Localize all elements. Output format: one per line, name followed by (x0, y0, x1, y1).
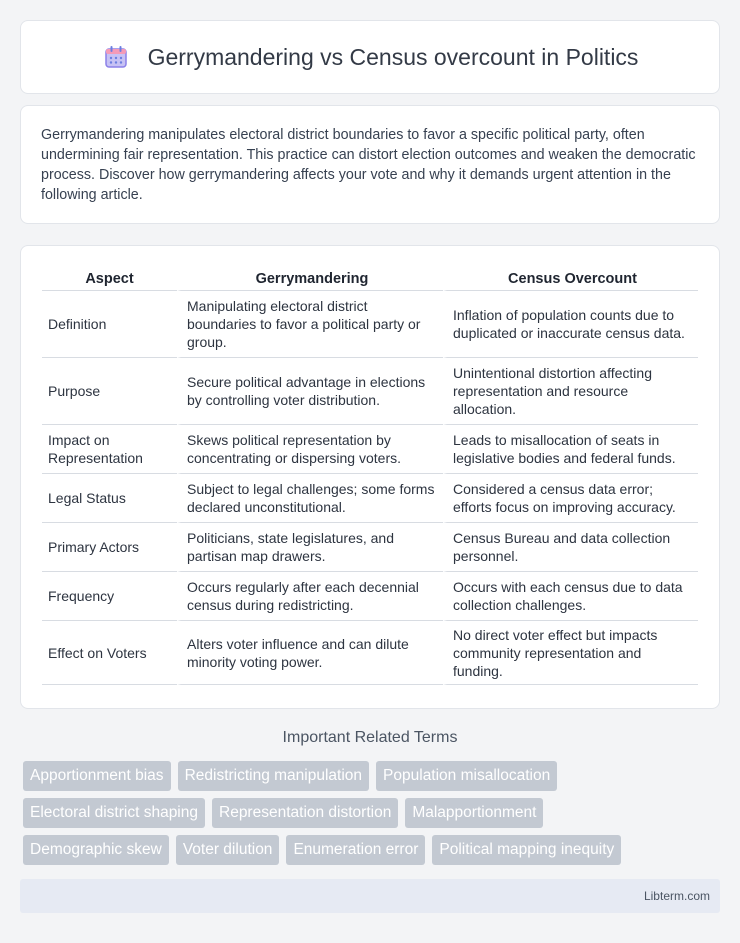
related-terms-heading: Important Related Terms (282, 729, 458, 746)
intro-card (20, 105, 720, 224)
comparison-table-card (20, 245, 720, 709)
aspect-cell: Purpose (42, 358, 177, 425)
related-terms-list (23, 761, 723, 872)
tag-row (23, 798, 723, 828)
census-cell: Unintentional distortion affecting representation and resource allocation. (443, 358, 698, 425)
related-term-tag[interactable]: Electoral district shaping (23, 798, 205, 828)
aspect-cell: Definition (42, 291, 177, 358)
census-cell: Occurs with each census due to data collection challenges. (443, 572, 698, 621)
related-term-tag[interactable]: Political mapping inequity (432, 835, 621, 865)
related-term-tag[interactable]: Redistricting manipulation (178, 761, 369, 791)
gerrymandering-cell: Politicians, state legislatures, and partisan map drawers. (177, 523, 443, 572)
gerrymandering-cell: Secure political advantage in elections by controlling voter distribution. (177, 358, 443, 425)
census-cell: Census Bureau and data collection personnel. (443, 523, 698, 572)
comparison-table (42, 264, 698, 685)
aspect-cell: Effect on Voters (42, 621, 177, 685)
census-cell: Considered a census data error; efforts focus on improving accuracy. (443, 474, 698, 523)
related-term-tag[interactable]: Population misallocation (376, 761, 557, 791)
related-term-tag[interactable]: Demographic skew (23, 835, 169, 865)
table-row (42, 291, 698, 358)
footer-brand-link[interactable]: Libterm.com (643, 889, 710, 903)
table-row (42, 523, 698, 572)
census-cell: No direct voter effect but impacts community representation and funding. (443, 621, 698, 685)
gerrymandering-cell: Skews political representation by concentrating or dispersing voters. (177, 425, 443, 474)
related-term-tag[interactable]: Enumeration error (286, 835, 425, 865)
table-row (42, 572, 698, 621)
header-aspect: Aspect (42, 264, 177, 291)
table-header-row (42, 264, 698, 291)
header-census-overcount: Census Overcount (443, 264, 698, 291)
gerrymandering-cell: Occurs regularly after each decennial census during redistricting. (177, 572, 443, 621)
census-cell: Inflation of population counts due to duplicated or inaccurate census data. (443, 291, 698, 358)
aspect-cell: Legal Status (42, 474, 177, 523)
related-term-tag[interactable]: Malapportionment (405, 798, 543, 828)
related-term-tag[interactable]: Voter dilution (176, 835, 280, 865)
aspect-cell: Impact on Representation (42, 425, 177, 474)
intro-text: Gerrymandering manipulates electoral district boundaries to favor a specific political party, often undermining fair representation. This practice can distort election outcomes and weaken the democratic process. Discover how gerrymandering affects your vote and why it demands urgent attention in the following article. (41, 127, 696, 203)
footer (20, 879, 720, 913)
gerrymandering-cell: Manipulating electoral district boundaries to favor a political party or group. (177, 291, 443, 358)
table-row (42, 425, 698, 474)
gerrymandering-cell: Alters voter influence and can dilute minority voting power. (177, 621, 443, 685)
related-term-tag[interactable]: Representation distortion (212, 798, 398, 828)
aspect-cell: Primary Actors (42, 523, 177, 572)
gerrymandering-cell: Subject to legal challenges; some forms declared unconstitutional. (177, 474, 443, 523)
aspect-cell: Frequency (42, 572, 177, 621)
title-card (20, 20, 720, 94)
calendar-icon (102, 43, 130, 71)
table-row (42, 474, 698, 523)
tag-row (23, 835, 723, 865)
tag-row (23, 761, 723, 791)
related-term-tag[interactable]: Apportionment bias (23, 761, 171, 791)
table-row (42, 621, 698, 685)
header-gerrymandering: Gerrymandering (177, 264, 443, 291)
census-cell: Leads to misallocation of seats in legislative bodies and federal funds. (443, 425, 698, 474)
page-title: Gerrymandering vs Census overcount in Politics (147, 43, 639, 70)
table-row (42, 358, 698, 425)
